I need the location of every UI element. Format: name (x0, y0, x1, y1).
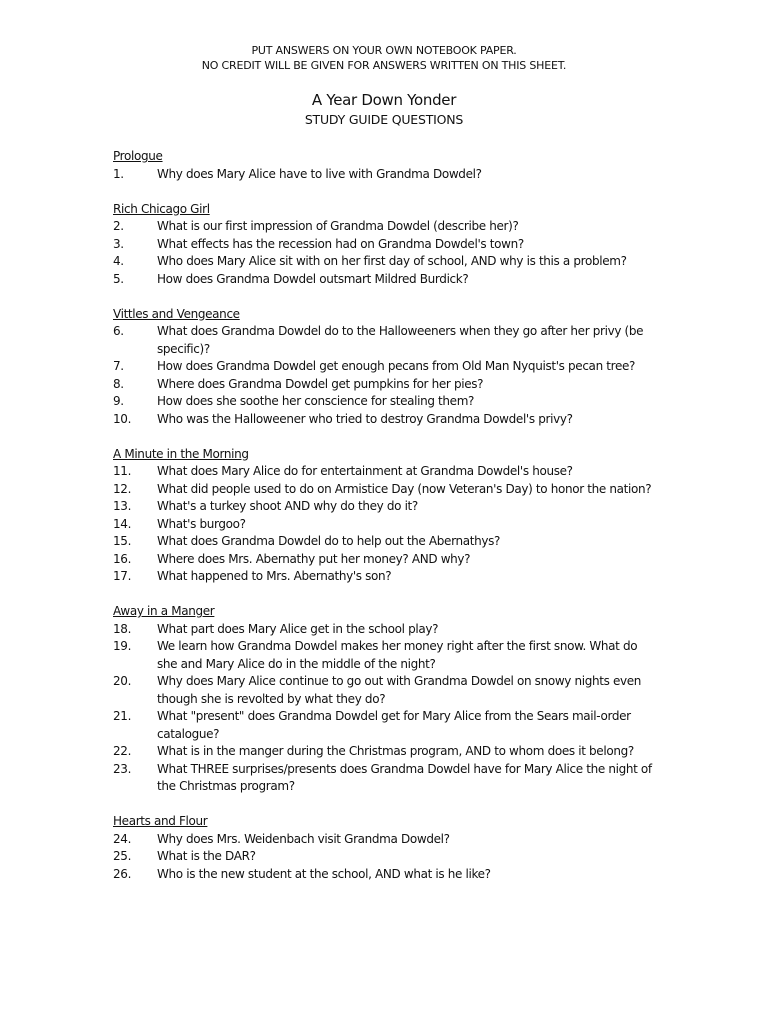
question-number: 20. (113, 674, 132, 688)
question-sections (113, 148, 658, 901)
question-text: Who does Mary Alice sit with on her first day of school, AND why is this a problem? (157, 254, 627, 268)
question-text: What does Grandma Dowdel do to help out the Abernathys? (157, 534, 501, 548)
question-text: What is in the manger during the Christmas program, AND to whom does it belong? (157, 744, 634, 758)
question-number: 17. (113, 569, 132, 583)
question-item (113, 743, 658, 761)
question-text: What is the DAR? (157, 849, 256, 863)
chapter-title: Prologue (113, 149, 163, 163)
question-item (113, 638, 658, 673)
question-item (113, 393, 658, 411)
question-number: 11. (113, 464, 132, 478)
question-number: 14. (113, 516, 132, 531)
question-item (113, 271, 658, 289)
question-number: 23. (113, 761, 132, 776)
question-number: 16. (113, 551, 132, 566)
question-number: 5. (113, 271, 124, 286)
question-item (113, 411, 658, 429)
question-text: What is our first impression of Grandma Dowdel (describe her)? (157, 219, 519, 233)
question-number: 6. (113, 324, 124, 338)
question-text: What does Grandma Dowdel do to the Halloweeners when they go after her privy (be specific)? (157, 324, 644, 356)
question-item (113, 236, 658, 254)
question-number: 12. (113, 481, 132, 496)
question-item (113, 498, 658, 516)
question-text: What's a turkey shoot AND why do they do it? (157, 499, 418, 513)
question-number: 22. (113, 744, 132, 758)
question-item (113, 358, 658, 376)
question-text: Why does Mary Alice continue to go out with Grandma Dowdel on snowy nights even though she is revolted by what they do? (157, 674, 642, 706)
question-number: 10. (113, 411, 132, 426)
chapter-section (113, 603, 658, 796)
question-text: How does she soothe her conscience for stealing them? (157, 394, 475, 408)
question-item (113, 323, 658, 358)
question-text: How does Grandma Dowdel outsmart Mildred Burdick? (157, 271, 469, 286)
question-text: Why does Mary Alice have to live with Grandma Dowdel? (157, 166, 482, 181)
question-text: What happened to Mrs. Abernathy's son? (157, 569, 392, 583)
question-text: Who was the Halloweener who tried to destroy Grandma Dowdel's privy? (157, 411, 573, 426)
chapter-section (113, 148, 658, 183)
question-number: 15. (113, 534, 132, 548)
question-item (113, 533, 658, 551)
question-text: Who is the new student at the school, AND what is he like? (157, 866, 491, 881)
question-number: 9. (113, 394, 124, 408)
question-item (113, 761, 658, 796)
chapter-section (113, 813, 658, 883)
book-title: A Year Down Yonder (311, 91, 457, 109)
question-number: 25. (113, 849, 132, 863)
question-item (113, 708, 658, 743)
question-text: Why does Mrs. Weidenbach visit Grandma Dowdel? (157, 831, 450, 846)
question-item (113, 673, 658, 708)
question-item (113, 166, 658, 184)
question-number: 7. (113, 359, 124, 373)
question-text: What does Mary Alice do for entertainment at Grandma Dowdel's house? (157, 464, 573, 478)
question-text: Where does Mrs. Abernathy put her money? AND why? (157, 551, 471, 566)
question-item (113, 831, 658, 849)
question-item (113, 848, 658, 866)
question-item (113, 481, 658, 499)
question-item (113, 253, 658, 271)
chapter-section (113, 201, 658, 289)
question-text: How does Grandma Dowdel get enough pecans from Old Man Nyquist's pecan tree? (157, 359, 636, 373)
chapter-section (113, 446, 658, 586)
question-number: 1. (113, 166, 124, 181)
instruction-line-1: PUT ANSWERS ON YOUR OWN NOTEBOOK PAPER. (251, 44, 517, 57)
question-item (113, 551, 658, 569)
chapter-title: Hearts and Flour (113, 814, 208, 828)
question-text: What did people used to do on Armistice Day (now Veteran's Day) to honor the nation? (157, 481, 652, 496)
chapter-title: Vittles and Vengeance (113, 306, 240, 321)
chapter-title: Away in a Manger (113, 604, 215, 618)
chapter-title: Rich Chicago Girl (113, 201, 210, 216)
question-number: 24. (113, 831, 132, 846)
question-number: 4. (113, 254, 124, 268)
question-number: 18. (113, 621, 132, 636)
question-item (113, 866, 658, 884)
instruction-line-2: NO CREDIT WILL BE GIVEN FOR ANSWERS WRITTEN ON THIS SHEET. (201, 59, 567, 72)
document-subtitle: STUDY GUIDE QUESTIONS (304, 112, 464, 127)
question-text: What effects has the recession had on Grandma Dowdel's town? (157, 236, 524, 251)
question-item (113, 568, 658, 586)
question-number: 26. (113, 866, 132, 881)
question-text: What part does Mary Alice get in the school play? (157, 621, 439, 636)
question-text: Where does Grandma Dowdel get pumpkins for her pies? (157, 376, 484, 391)
question-item (113, 218, 658, 236)
question-item (113, 463, 658, 481)
question-number: 13. (113, 499, 132, 513)
question-item (113, 621, 658, 639)
question-text: What's burgoo? (157, 516, 246, 531)
question-number: 3. (113, 236, 124, 251)
question-item (113, 376, 658, 394)
question-number: 21. (113, 709, 132, 723)
question-number: 8. (113, 376, 124, 391)
question-number: 19. (113, 639, 132, 653)
chapter-section (113, 306, 658, 429)
question-text: We learn how Grandma Dowdel makes her money right after the first snow. What do she and Mary Alice do in the middle of the night? (157, 639, 638, 671)
chapter-title: A Minute in the Morning (113, 446, 249, 461)
question-number: 2. (113, 219, 124, 233)
question-item (113, 516, 658, 534)
question-text: What THREE surprises/presents does Grandma Dowdel have for Mary Alice the night of the Christmas program? (157, 761, 652, 793)
question-text: What "present" does Grandma Dowdel get for Mary Alice from the Sears mail-order catalogue? (157, 709, 631, 741)
